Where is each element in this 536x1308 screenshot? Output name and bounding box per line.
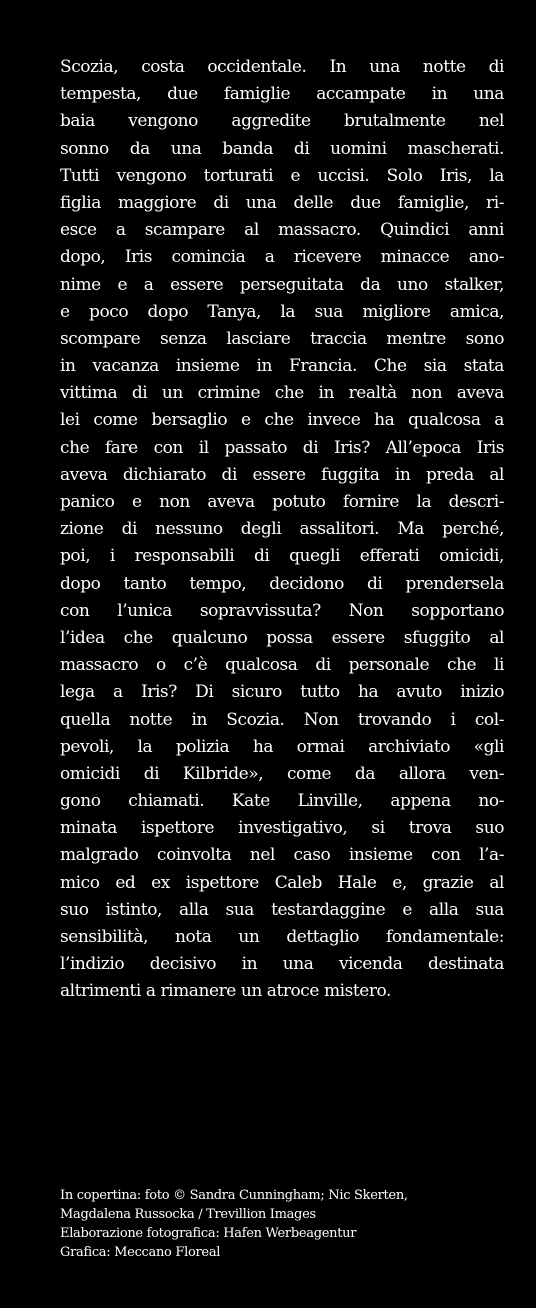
- synopsis-line: dopo, Iris comincia a ricevere minacce ano-: [60, 247, 504, 268]
- synopsis-line: tempesta, due famiglie accampate in una: [60, 84, 504, 105]
- synopsis-line: poi, i responsabili di quegli efferati omicidi,: [60, 546, 504, 567]
- synopsis-line: minata ispettore investigativo, si trova suo: [60, 818, 504, 839]
- credits-line: Grafica: Meccano Floreal: [60, 1245, 221, 1260]
- synopsis-line: quella notte in Scozia. Non trovando i col-: [60, 709, 504, 730]
- synopsis-line: in vacanza insieme in Francia. Che sia stata: [60, 356, 504, 377]
- synopsis-line: esce a scampare al massacro. Quindici anni: [60, 220, 504, 241]
- synopsis-line: mico ed ex ispettore Caleb Hale e, grazie al: [60, 872, 504, 893]
- synopsis-line: massacro o c’è qualcosa di personale che li: [60, 655, 504, 676]
- synopsis-line: sonno da una banda di uomini mascherati.: [60, 138, 504, 159]
- synopsis-line: l’indizio decisivo in una vicenda destinata: [60, 954, 504, 975]
- synopsis-line: vittima di un crimine che in realtà non aveva: [60, 383, 504, 404]
- synopsis-line: scompare senza lasciare traccia mentre sono: [60, 328, 504, 349]
- synopsis-line: dopo tanto tempo, decidono di prendersela: [60, 573, 504, 594]
- synopsis-line: zione di nessuno degli assalitori. Ma perché,: [60, 519, 504, 540]
- credits-line: Magdalena Russocka / Trevillion Images: [60, 1207, 316, 1222]
- synopsis-line: lei come bersaglio e che invece ha qualcosa a: [60, 410, 504, 431]
- synopsis-line: altrimenti a rimanere un atroce mistero.: [60, 981, 391, 1002]
- synopsis-line: e poco dopo Tanya, la sua migliore amica,: [60, 301, 504, 322]
- synopsis-line: Scozia, costa occidentale. In una notte di: [60, 57, 504, 77]
- synopsis-line: pevoli, la polizia ha ormai archiviato «gli: [60, 736, 504, 757]
- synopsis-line: Tutti vengono torturati e uccisi. Solo Iris, la: [60, 165, 504, 186]
- synopsis-line: lega a Iris? Di sicuro tutto ha avuto inizio: [60, 682, 504, 703]
- synopsis-line: baia vengono aggredite brutalmente nel: [60, 111, 504, 132]
- synopsis-line: nime e a essere perseguitata da uno stalker,: [60, 274, 504, 295]
- synopsis-line: panico e non aveva potuto fornire la descri-: [60, 492, 504, 512]
- synopsis-line: omicidi di Kilbride», come da allora ven-: [60, 763, 504, 784]
- synopsis-line: sensibilità, nota un dettaglio fondamentale:: [60, 927, 504, 947]
- cover-credits: [60, 1186, 500, 1262]
- synopsis-line: suo istinto, alla sua testardaggine e alla sua: [60, 899, 504, 920]
- synopsis-line: figlia maggiore di una delle due famiglie, ri-: [60, 192, 504, 213]
- synopsis-text: [60, 54, 504, 1006]
- credits-line: In copertina: foto © Sandra Cunningham; Nic Skerten,: [60, 1188, 408, 1203]
- synopsis-line: che fare con il passato di Iris? All’epoca Iris: [60, 437, 504, 458]
- synopsis-line: l’idea che qualcuno possa essere sfuggito al: [60, 627, 504, 648]
- synopsis-line: gono chiamati. Kate Linville, appena no-: [60, 791, 504, 812]
- synopsis-line: aveva dichiarato di essere fuggita in preda al: [60, 464, 504, 485]
- synopsis-line: con l’unica sopravvissuta? Non sopportano: [60, 600, 504, 621]
- credits-line: Elaborazione fotografica: Hafen Werbeagentur: [60, 1226, 357, 1241]
- synopsis-line: malgrado coinvolta nel caso insieme con l’a-: [60, 845, 504, 866]
